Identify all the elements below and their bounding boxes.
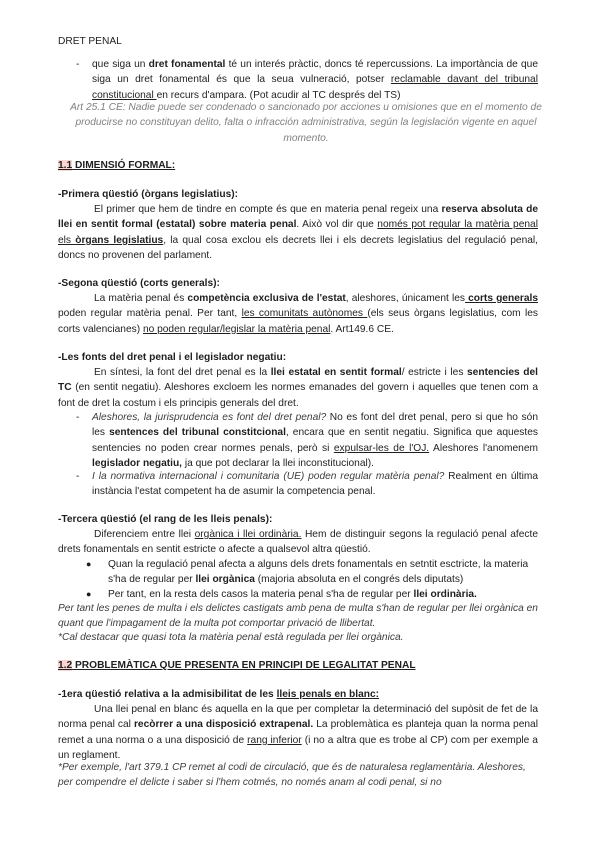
organic-law-note: *Cal destacar que quasi tota la matèria penal està regulada per llei orgànica. <box>58 632 404 643</box>
international-law-item: I la normativa internacional i comunitaria (UE) poden regular matèria penal? Realment en última instància l'estat competent ha de asumir la competencia penal. <box>92 471 538 498</box>
bullet-marker: ● <box>86 589 92 599</box>
sources-title: -Les fonts del dret penal i el legislador negatiu: <box>58 352 287 363</box>
fine-penalty-note: Per tant les penes de multa i els delictes castigats amb pena de multa s'han de regular per llei orgànica en quant que l'impagament de la multa pot comportar privació de llibertat. <box>58 603 538 630</box>
bullet-marker: ● <box>86 559 92 569</box>
jurisprudence-item: Aleshores, la jurisprudencia es font del dret penal? No es font del dret penal, pero si que ho són les sentences del tribunal constitcional, encara que en sentit negatiu. Significa que aquestes sentencies no poden crear normes penals, però si expulsar-les de l'OJ. Aleshores l'anomenem legislador negatiu, ja que pot declarar la llei inconstitucional). <box>92 412 538 470</box>
question-4-body: Una llei penal en blanc és aquella en la que per completar la determinació del supòsit de fet de la norma penal cal recòrrer a una disposició extrapenal. La problemàtica es planteja quan la norma penal remet a una norma o a una disposició de rang inferior (i no a altra que es trobe al CP) com per exemple a un reglament. <box>58 704 538 762</box>
question-2-title: -Segona qüestió (corts generals): <box>58 278 220 289</box>
question-1-title: -Primera qüestió (òrgans legislatius): <box>58 189 239 200</box>
section-heading-1-2: 1.2 PROBLEMÀTICA QUE PRESENTA EN PRINCIPI DE LEGALITAT PENAL <box>58 660 416 671</box>
question-3-title: -Tercera qüestió (el rang de les lleis penals): <box>58 514 273 525</box>
sources-body: En síntesi, la font del dret penal es la llei estatal en sentit formal/ estricte i les sentencies del TC (en sentit negatiu). Aleshores excloem les normes emanades del govern i aquelles que tenen com a font de dret la costum i els principis generals del dret. <box>58 367 538 409</box>
section-heading-1-1: 1.1 DIMENSIÓ FORMAL: <box>58 160 176 171</box>
question-1-body: El primer que hem de tindre en compte és que en materia penal regeix una reserva absoluta de llei en sentit formal (estatal) sobre materia penal. Això vol dir que només pot regular la matèria penal els òrgans legislatius, la qual cosa exclou els decrets llei i els decrets legislatius del regulació penal, doncs no provenen del parlament. <box>58 204 539 262</box>
intro-paragraph: que siga un dret fonamental té un interés pràctic, doncs té repercussions. La importància de que siga un dret fonamental és que la seua vulneració, potser reclamable davant del tribunal constitucional en recurs d'ampara. (Pot acudir al TC després del TS) <box>92 59 539 101</box>
organic-law-item: Quan la regulació penal afecta a alguns dels drets fonamentals en setntit esctricte, la materia s'ha de regular per llei orgànica (majoria absoluta en el congrés dels diputats) <box>108 559 529 586</box>
ordinary-law-item: Per tant, en la resta dels casos la materia penal s'ha de regular per llei ordinària. <box>108 589 477 600</box>
constitution-quote: Art 25.1 CE: Nadie puede ser condenado o sancionado por acciones u omisiones que en el momento de producirse no constituyan delito, falta o infracción administrativa, según la legislación vigente en aquel momento. <box>70 102 542 144</box>
question-4-title: -1era qüestió relativa a la admisibilitat de les lleis penals en blanc: <box>58 689 380 700</box>
question-3-body: Diferenciem entre llei orgànica i llei ordinària. Hem de distinguir segons la regulació penal afecte drets fonamentals en sentit estricte o afecte a qualsevol altra qüestió. <box>58 529 538 556</box>
bullet-marker: - <box>76 412 80 423</box>
bullet-marker: - <box>76 471 80 482</box>
bullet-marker: - <box>76 59 80 70</box>
traffic-code-note: *Per exemple, l'art 379.1 CP remet al codi de circulació, que és de naturalesa reglamentària. Aleshores, per compendre el delicte i saber si l'hem cotmés, no només anam al codi penal, si no <box>58 762 526 789</box>
document-title: DRET PENAL <box>58 36 122 47</box>
question-2-body: La matèria penal és competència exclusiva de l'estat, aleshores, únicament les corts generals poden regular matèria penal. Per tant, les comunitats autònomes (els seus òrgans legislatius, com les corts valencianes) no poden regular/legislar la matèria penal. Art149.6 CE. <box>58 293 538 335</box>
